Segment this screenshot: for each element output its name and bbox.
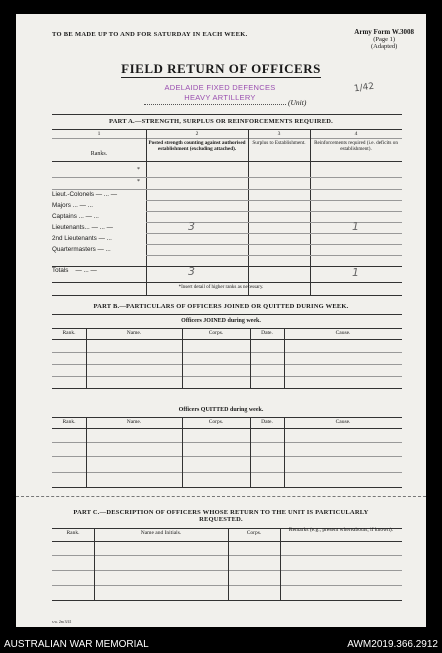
- part-a-end-rule: [52, 295, 402, 296]
- page-label: (Page 1): [373, 36, 396, 43]
- joined-row-rule: [52, 376, 402, 377]
- col-number-4: 4: [354, 131, 358, 137]
- part-a-totals-rule: [52, 266, 402, 267]
- rank-lieutenants: Lieutenants... — ... —: [52, 224, 113, 231]
- part-a-header-rule: [52, 161, 402, 162]
- joined-col-date: Date.: [261, 330, 273, 336]
- part-c-col-remarks: Remarks (e.g., present whereabouts, if known).: [288, 527, 394, 533]
- form-no: Army Form W.3008: [354, 28, 414, 36]
- totals-reinforcements-value: 1: [352, 266, 359, 279]
- joined-divider: [86, 328, 87, 388]
- joined-top-rule: [52, 328, 402, 329]
- part-c-heading: PART C.—DESCRIPTION OF OFFICERS WHOSE RETURN TO THE UNIT IS PARTICULARLY REQUESTED.: [73, 509, 369, 523]
- part-a-divider-3: [310, 129, 311, 295]
- part-b-heading: PART B.—PARTICULARS OF OFFICERS JOINED OR QUITTED DURING WEEK.: [93, 303, 349, 310]
- part-a-note: *Insert detail of higher ranks as necessary.: [178, 285, 264, 290]
- rank-captains: Captains ... — ...: [52, 213, 99, 220]
- quitted-title: Officers QUITTED during week.: [178, 407, 264, 413]
- quitted-col-date: Date.: [261, 419, 273, 425]
- part-a-bottom-rule: [52, 282, 402, 283]
- rank-quartermasters: Quartermasters — ...: [52, 246, 111, 253]
- quitted-col-cause: Cause.: [335, 419, 351, 425]
- archive-caption: AUSTRALIAN WAR MEMORIAL: [4, 639, 149, 650]
- joined-divider: [284, 328, 285, 388]
- unit-line-1: ADELAIDE FIXED DEFENCES: [164, 83, 276, 92]
- part-c-col-rank: Rank.: [66, 530, 80, 536]
- quitted-top-rule: [52, 417, 402, 418]
- rank-totals: Totals — ... —: [52, 267, 97, 274]
- part-c-row-rule: [52, 555, 402, 556]
- part-a-top-rule: [52, 114, 402, 115]
- col-number-rule: [52, 138, 402, 139]
- col-number-2: 2: [195, 131, 199, 137]
- higher-rank-marker: *: [137, 179, 140, 185]
- joined-row-rule: [52, 352, 402, 353]
- part-c-col-corps: Corps.: [246, 530, 262, 536]
- part-a-row-rule: [146, 233, 402, 234]
- joined-row-rule: [52, 364, 402, 365]
- part-a-row-rule: [52, 177, 402, 178]
- col-head-reinforcements: Reinforcements required (i.e. deficits on establishment).: [314, 140, 398, 152]
- part-a-row-rule: [146, 222, 402, 223]
- part-a-heading: PART A.—STRENGTH, SURPLUS OR REINFORCEMENTS REQUIRED.: [109, 118, 333, 125]
- joined-col-cause: Cause.: [335, 330, 351, 336]
- part-a-row-rule: [146, 255, 402, 256]
- part-b-rule: [52, 314, 402, 315]
- higher-rank-marker: *: [137, 167, 140, 173]
- part-c-header-rule: [52, 541, 402, 542]
- joined-bottom-rule: [52, 388, 402, 389]
- quitted-col-corps: Corps.: [208, 419, 224, 425]
- joined-header-rule: [52, 339, 402, 340]
- quitted-divider: [86, 417, 87, 487]
- unit-stamp: [150, 83, 290, 103]
- quitted-row-rule: [52, 456, 402, 457]
- joined-col-rank: Rank.: [62, 330, 76, 336]
- part-c-divider: [280, 528, 281, 600]
- rank-majors: Majors ... — ...: [52, 202, 93, 209]
- unit-label: (Unit): [288, 98, 307, 107]
- joined-divider: [250, 328, 251, 388]
- part-a-row-rule: [52, 189, 402, 190]
- unit-underline: [144, 104, 286, 105]
- quitted-row-rule: [52, 472, 402, 473]
- rank-2nd-lieutenants: 2nd Lieutenants — ...: [52, 235, 112, 242]
- joined-col-corps: Corps.: [208, 330, 224, 336]
- quitted-divider: [250, 417, 251, 487]
- handwritten-ref: 1/42: [353, 81, 375, 95]
- quitted-col-rank: Rank.: [62, 419, 76, 425]
- fold-line: [16, 496, 426, 497]
- quitted-header-rule: [52, 428, 402, 429]
- part-c-divider: [94, 528, 95, 600]
- part-a-rule: [52, 129, 402, 130]
- totals-posted-value: 3: [188, 265, 195, 278]
- rank-lieut-colonels: Lieut.-Colonels — ... —: [52, 191, 118, 198]
- part-c-bottom-rule: [52, 600, 402, 601]
- quitted-col-name: Name.: [126, 419, 142, 425]
- unit-line-2: HEAVY ARTILLERY: [184, 93, 256, 102]
- col-head-posted: Posted strength counting against authorised establishment (excluding attached).: [148, 140, 246, 152]
- instruction-text: TO BE MADE UP TO AND FOR SATURDAY IN EACH WEEK.: [52, 31, 248, 38]
- quitted-bottom-rule: [52, 487, 402, 488]
- col-number-3: 3: [277, 131, 281, 137]
- part-a-row-rule: [146, 211, 402, 212]
- joined-title: Officers JOINED during week.: [181, 318, 261, 324]
- part-a-divider-2: [248, 129, 249, 295]
- form-number: [354, 29, 414, 50]
- col-head-surplus: Surplus to Establishment.: [252, 140, 306, 146]
- part-a-row-rule: [146, 200, 402, 201]
- adapted-label: (Adapted): [370, 43, 398, 50]
- joined-col-name: Name.: [126, 330, 142, 336]
- part-a-row-rule: [146, 244, 402, 245]
- lieutenants-reinforcements-value: 1: [352, 220, 359, 233]
- part-c-row-rule: [52, 570, 402, 571]
- quitted-row-rule: [52, 442, 402, 443]
- joined-divider: [182, 328, 183, 388]
- archive-reference: AWM2019.366.2912: [347, 639, 438, 650]
- form-title: FIELD RETURN OF OFFICERS: [121, 61, 321, 76]
- col-number-1: 1: [97, 131, 101, 137]
- lieutenants-posted-value: 3: [188, 220, 195, 233]
- print-code: s.w. 2m 3/41: [52, 620, 72, 624]
- part-c-divider: [228, 528, 229, 600]
- quitted-divider: [284, 417, 285, 487]
- part-c-row-rule: [52, 585, 402, 586]
- part-c-col-name: Name and Initials.: [140, 530, 182, 536]
- col-head-ranks: Ranks.: [90, 151, 108, 157]
- form-sheet: [16, 14, 426, 627]
- part-a-divider-1: [146, 129, 147, 295]
- quitted-divider: [182, 417, 183, 487]
